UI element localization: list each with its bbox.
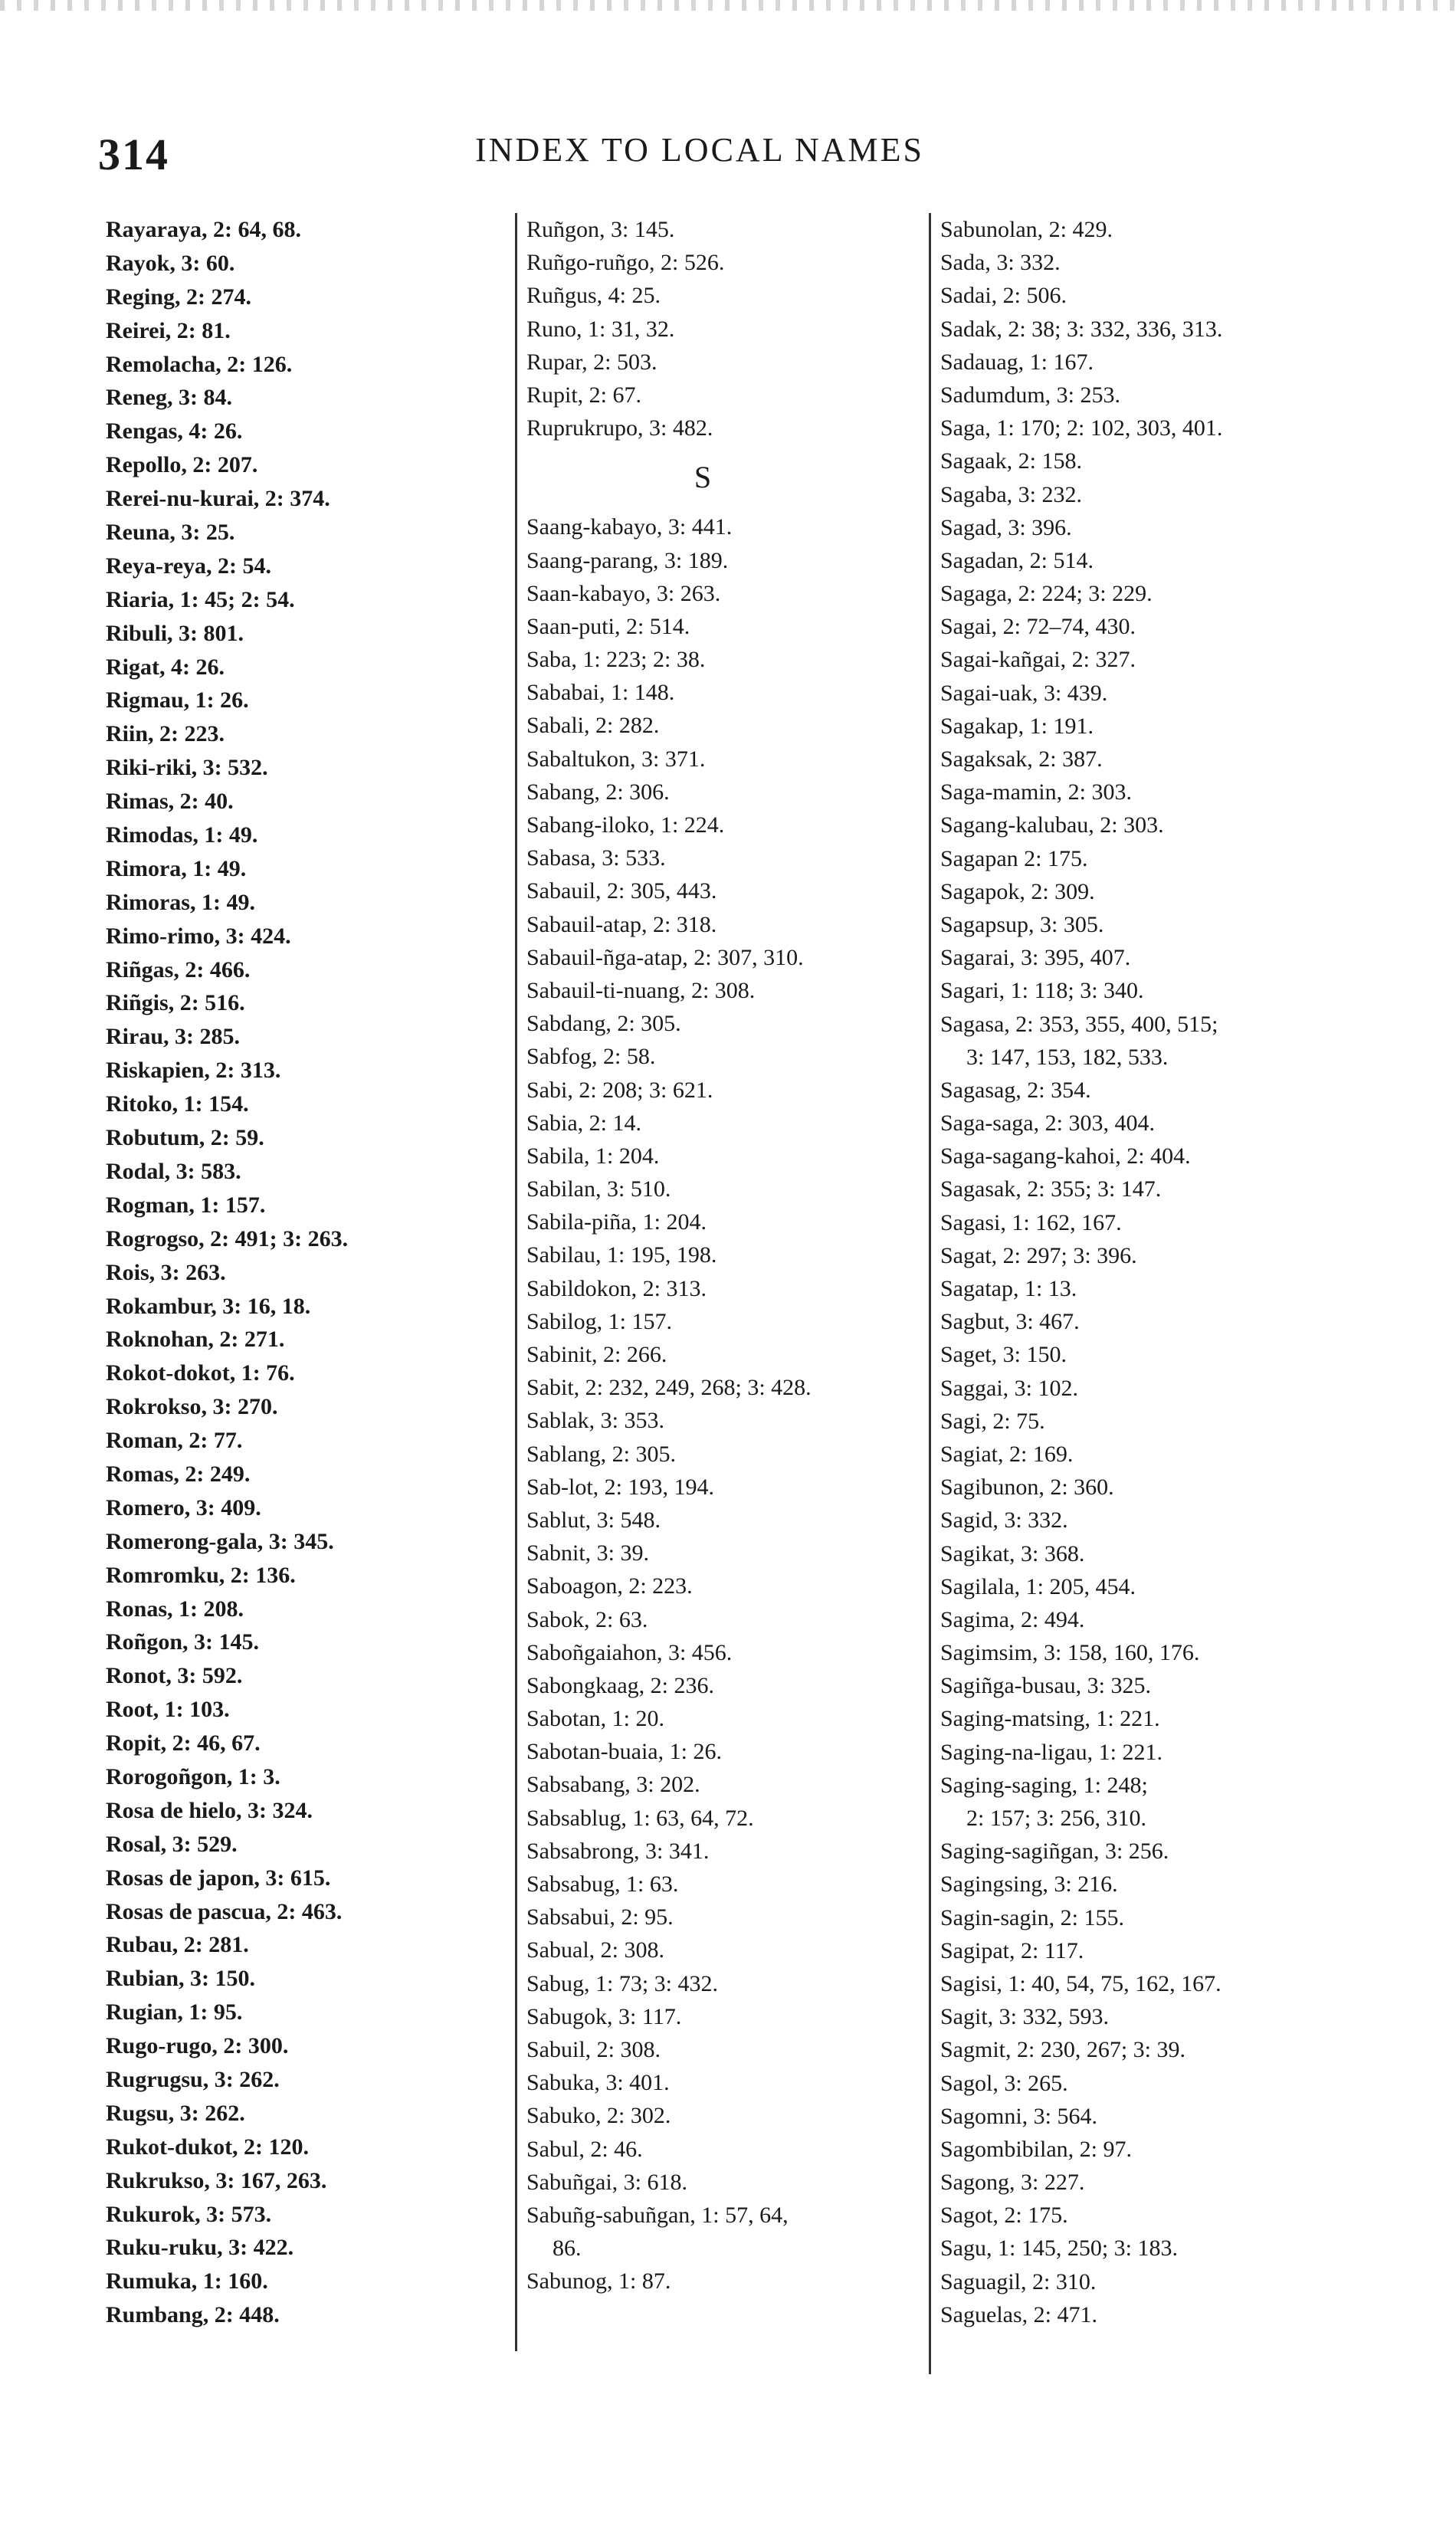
index-entry: Ruñgon, 3: 145.	[526, 217, 675, 242]
index-entry: Rimas, 2: 40.	[106, 789, 234, 815]
index-entry: Rosa de hielo, 3: 324.	[106, 1797, 313, 1823]
section-letter: S	[694, 460, 712, 495]
index-entry: Sagiat, 2: 169.	[940, 1441, 1074, 1467]
index-entry: Sagapok, 2: 309.	[940, 878, 1095, 904]
index-entry: Saga-sagang-kahoi, 2: 404.	[940, 1143, 1191, 1169]
index-entry: Sagang-kalubau, 2: 303.	[940, 812, 1164, 838]
index-entry: Rimora, 1: 49.	[106, 855, 247, 881]
index-entry: Saguelas, 2: 471.	[940, 2301, 1097, 2327]
index-entry: Sabilan, 3: 510.	[526, 1176, 671, 1202]
index-entry: Rupar, 2: 503.	[526, 349, 657, 375]
index-entry: Romerong-gala, 3: 345.	[106, 1528, 334, 1554]
index-entry: Sabnit, 3: 39.	[526, 1540, 650, 1566]
index-entry: Rimo-rimo, 3: 424.	[106, 923, 291, 949]
index-entry: Sabauil-atap, 2: 318.	[526, 911, 717, 937]
index-entry: Sabauil-ti-nuang, 2: 308.	[526, 977, 756, 1003]
index-column-3	[929, 213, 1369, 2374]
index-entry: Sada, 3: 332.	[940, 250, 1061, 276]
index-entry: Rupit, 2: 67.	[526, 382, 642, 408]
index-entry: Sadak, 2: 38; 3: 332, 336, 313.	[940, 316, 1223, 342]
index-entry: Romas, 2: 249.	[106, 1461, 251, 1487]
index-entry: Saging-sagiñgan, 3: 256.	[940, 1839, 1169, 1865]
page-title: INDEX TO LOCAL NAMES	[475, 131, 924, 169]
index-entry: Sagaba, 3: 232.	[940, 481, 1082, 507]
index-entry: Riñgis, 2: 516.	[106, 990, 245, 1016]
index-entry: Sablut, 3: 548.	[526, 1507, 661, 1533]
index-entry: Saga, 1: 170; 2: 102, 303, 401.	[940, 415, 1223, 441]
index-entry: Rukot-dukot, 2: 120.	[106, 2134, 310, 2160]
index-entry: Rosas de pascua, 2: 463.	[106, 1898, 343, 1924]
index-entry: Saging-na-ligau, 1: 221.	[940, 1739, 1163, 1765]
index-entry: Sabugok, 3: 117.	[526, 2003, 682, 2029]
index-entry: Sabongkaag, 2: 236.	[526, 1672, 714, 1698]
index-entry: 3: 147, 153, 182, 533.	[966, 1044, 1169, 1070]
index-entry: Sagai-kañgai, 2: 327.	[940, 647, 1136, 673]
index-entry: Sagilala, 1: 205, 454.	[940, 1573, 1136, 1599]
index-entry: Sagol, 3: 265.	[940, 2070, 1068, 2096]
index-entry: Sabilog, 1: 157.	[526, 1308, 673, 1334]
index-entry: Sagingsing, 3: 216.	[940, 1871, 1118, 1898]
index-entry: Sagot, 2: 175.	[940, 2203, 1068, 2229]
index-entry: Sagai, 2: 72–74, 430.	[940, 614, 1136, 640]
index-entry: Reging, 2: 274.	[106, 284, 251, 310]
index-entry: Sagarai, 3: 395, 407.	[940, 945, 1131, 971]
index-entry: Sablak, 3: 353.	[526, 1408, 664, 1434]
index-entry: Sagombibilan, 2: 97.	[940, 2136, 1132, 2162]
index-entry: Sagin-sagin, 2: 155.	[940, 1904, 1124, 1930]
index-entry: Reirei, 2: 81.	[106, 317, 231, 343]
index-entry: Sadai, 2: 506.	[940, 283, 1067, 309]
index-entry: Sagmit, 2: 230, 267; 3: 39.	[940, 2037, 1186, 2063]
index-entry: Rogman, 1: 157.	[106, 1192, 266, 1218]
index-entry: Rumbang, 2: 448.	[106, 2302, 280, 2328]
index-entry: Sagisi, 1: 40, 54, 75, 162, 167.	[940, 1970, 1222, 1996]
index-entry: Sagapan 2: 175.	[940, 845, 1088, 871]
index-entry: Rogrogso, 2: 491; 3: 263.	[106, 1225, 349, 1251]
index-entry: Sabilau, 1: 195, 198.	[526, 1242, 717, 1268]
index-entry: Sagiñga-busau, 3: 325.	[940, 1673, 1151, 1699]
index-entry: Sabasa, 3: 533.	[526, 845, 666, 871]
index-entry: Sabunog, 1: 87.	[526, 2268, 671, 2294]
index-entry: Saba, 1: 223; 2: 38.	[526, 647, 706, 673]
index-entry: Sagu, 1: 145, 250; 3: 183.	[940, 2235, 1179, 2262]
index-entry: Runo, 1: 31, 32.	[526, 316, 675, 342]
index-entry: Rerei-nu-kurai, 2: 374.	[106, 486, 330, 512]
index-entry: Sab-lot, 2: 193, 194.	[526, 1474, 714, 1500]
index-entry: Sabang-iloko, 1: 224.	[526, 812, 725, 838]
index-entry: Repollo, 2: 207.	[106, 452, 258, 478]
index-entry: Rirau, 3: 285.	[106, 1024, 240, 1050]
index-entry: Ruñgus, 4: 25.	[526, 283, 661, 309]
index-entry: Ruku-ruku, 3: 422.	[106, 2235, 294, 2261]
index-entry: Rimoras, 1: 49.	[106, 889, 255, 915]
index-entry: Sagipat, 2: 117.	[940, 1937, 1084, 1963]
index-entry: Rokambur, 3: 16, 18.	[106, 1293, 311, 1319]
index-entry: Saga-mamin, 2: 303.	[940, 779, 1132, 805]
index-entry: Sagasi, 1: 162, 167.	[940, 1209, 1122, 1235]
index-entry: Sagai-uak, 3: 439.	[940, 680, 1108, 706]
index-entry: Rimodas, 1: 49.	[106, 822, 258, 848]
index-entry: Saget, 3: 150.	[940, 1342, 1067, 1368]
index-entry: Saang-kabayo, 3: 441.	[526, 514, 733, 540]
index-entry: Sagit, 3: 332, 593.	[940, 2004, 1110, 2030]
index-entry: Riaria, 1: 45; 2: 54.	[106, 586, 295, 612]
index-entry: Rugo-rugo, 2: 300.	[106, 2033, 289, 2059]
index-entry: Sagi, 2: 75.	[940, 1408, 1045, 1434]
index-entry: Sabinit, 2: 266.	[526, 1342, 667, 1367]
index-entry: Sabila, 1: 204.	[526, 1143, 660, 1169]
index-entry: Rengas, 4: 26.	[106, 418, 243, 444]
index-entry: Reuna, 3: 25.	[106, 520, 235, 546]
index-entry: Sabual, 2: 308.	[526, 1937, 664, 1963]
index-entry: Sabdang, 2: 305.	[526, 1011, 681, 1037]
index-entry: Sabotan-buaia, 1: 26.	[526, 1739, 722, 1765]
index-entry: Sagima, 2: 494.	[940, 1606, 1085, 1632]
index-entry: Rubau, 2: 281.	[106, 1932, 249, 1958]
index-entry: Sabsabang, 3: 202.	[526, 1772, 700, 1798]
index-entry: Sabug, 1: 73; 3: 432.	[526, 1970, 719, 1996]
index-entry: Saboñgaiahon, 3: 456.	[526, 1639, 733, 1665]
index-entry: Ruprukrupo, 3: 482.	[526, 415, 713, 441]
index-entry: Sagimsim, 3: 158, 160, 176.	[940, 1640, 1200, 1666]
index-entry: Sagid, 3: 332.	[940, 1507, 1068, 1533]
index-entry: Sabi, 2: 208; 3: 621.	[526, 1077, 713, 1103]
index-entry: Robutum, 2: 59.	[106, 1125, 264, 1151]
index-entry: Sabsabrong, 3: 341.	[526, 1838, 710, 1864]
index-entry: Riñgas, 2: 466.	[106, 956, 251, 982]
index-entry: Sabuko, 2: 302.	[526, 2103, 671, 2129]
index-entry: Sabila-piña, 1: 204.	[526, 1209, 707, 1235]
index-entry: Sabuil, 2: 308.	[526, 2036, 661, 2062]
index-entry: Sagbut, 3: 467.	[940, 1309, 1080, 1335]
index-entry: Sagatap, 1: 13.	[940, 1276, 1077, 1301]
index-entry: Ropit, 2: 46, 67.	[106, 1730, 261, 1757]
index-entry: Sagasa, 2: 353, 355, 400, 515;	[940, 1011, 1218, 1037]
index-entry: Sabsabug, 1: 63.	[526, 1871, 679, 1897]
index-entry: Root, 1: 103.	[106, 1697, 230, 1723]
index-entry: Sabuñg-sabuñgan, 1: 57, 64,	[526, 2202, 789, 2228]
index-entry: Sagomni, 3: 564.	[940, 2103, 1098, 2129]
index-entry: Rigat, 4: 26.	[106, 654, 225, 680]
index-entry: Saggai, 3: 102.	[940, 1375, 1078, 1401]
index-entry: Ritoko, 1: 154.	[106, 1091, 249, 1117]
index-entry: Sadauag, 1: 167.	[940, 349, 1094, 375]
index-entry: Rayok, 3: 60.	[106, 250, 235, 276]
index-entry: Sablang, 2: 305.	[526, 1441, 676, 1467]
index-entry: Sagibunon, 2: 360.	[940, 1474, 1114, 1501]
index-entry: Riin, 2: 223.	[106, 721, 225, 747]
index-entry: 86.	[553, 2235, 582, 2262]
index-entry: Sabuka, 3: 401.	[526, 2070, 670, 2096]
index-entry: Sabul, 2: 46.	[526, 2136, 643, 2162]
index-entry: Sabsablug, 1: 63, 64, 72.	[526, 1805, 754, 1831]
index-entry: Sabsabui, 2: 95.	[526, 1904, 674, 1930]
index-entry: Remolacha, 2: 126.	[106, 351, 293, 377]
index-entry: Sabaltukon, 3: 371.	[526, 746, 706, 772]
index-entry: Sagad, 3: 396.	[940, 514, 1072, 540]
index-entry: Saging-saging, 1: 248;	[940, 1772, 1148, 1798]
index-entry: Ronas, 1: 208.	[106, 1596, 244, 1622]
index-entry: Rokot-dokot, 1: 76.	[106, 1360, 295, 1386]
index-entry: Rumuka, 1: 160.	[106, 2268, 268, 2294]
index-column-2	[515, 213, 925, 2351]
scan-top-edge-noise	[0, 0, 1456, 11]
index-entry: Saan-kabayo, 3: 263.	[526, 580, 721, 606]
index-entry: Sagapsup, 3: 305.	[940, 911, 1104, 937]
index-entry: Ribuli, 3: 801.	[106, 620, 244, 646]
index-entry: Ruñgo-ruñgo, 2: 526.	[526, 250, 725, 276]
index-entry: Sagikat, 3: 368.	[940, 1540, 1085, 1566]
index-entry: Rukurok, 3: 573.	[106, 2201, 272, 2227]
page-number: 314	[98, 130, 169, 179]
index-entry: Sagasak, 2: 355; 3: 147.	[940, 1176, 1162, 1202]
index-entry: Roman, 2: 77.	[106, 1428, 243, 1454]
index-entry: Sabok, 2: 63.	[526, 1606, 648, 1632]
index-entry: Sabit, 2: 232, 249, 268; 3: 428.	[526, 1375, 812, 1401]
index-entry: Ronot, 3: 592.	[106, 1663, 243, 1689]
index-entry: Saging-matsing, 1: 221.	[940, 1706, 1160, 1732]
index-entry: Rosas de japon, 3: 615.	[106, 1865, 331, 1891]
index-entry: Sabali, 2: 282.	[526, 713, 660, 739]
index-entry: Sagat, 2: 297; 3: 396.	[940, 1242, 1137, 1268]
index-entry: Saga-saga, 2: 303, 404.	[940, 1110, 1155, 1137]
index-entry: Sagong, 3: 227.	[940, 2170, 1085, 2196]
index-entry: Rodal, 3: 583.	[106, 1158, 241, 1184]
index-entry: Sagadan, 2: 514.	[940, 547, 1094, 573]
index-entry: Rubian, 3: 150.	[106, 1966, 256, 1992]
index-entry: Rois, 3: 263.	[106, 1259, 226, 1285]
index-entry: Romromku, 2: 136.	[106, 1562, 296, 1588]
index-entry: Saboagon, 2: 223.	[526, 1573, 693, 1599]
index-entry: Saan-puti, 2: 514.	[526, 613, 690, 639]
index-entry: Sagaak, 2: 158.	[940, 448, 1082, 474]
index-entry: Saang-parang, 3: 189.	[526, 547, 729, 573]
index-entry: Rokrokso, 3: 270.	[106, 1394, 278, 1420]
index-entry: Sabfog, 2: 58.	[526, 1044, 656, 1070]
index-entry: 2: 157; 3: 256, 310.	[966, 1806, 1147, 1831]
index-entry: Reya-reya, 2: 54.	[106, 553, 272, 579]
index-entry: Rugsu, 3: 262.	[106, 2100, 245, 2126]
index-entry: Sabauil-ñga-atap, 2: 307, 310.	[526, 944, 804, 970]
index-entry: Reneg, 3: 84.	[106, 385, 232, 411]
index-entry: Sababai, 1: 148.	[526, 680, 675, 706]
index-column-1	[106, 213, 520, 2332]
index-entry: Sabauil, 2: 305, 443.	[526, 878, 717, 904]
index-entry: Rigmau, 1: 26.	[106, 687, 249, 713]
index-entry: Rosal, 3: 529.	[106, 1831, 238, 1857]
index-entry: Sabunolan, 2: 429.	[940, 217, 1113, 242]
index-entry: Riki-riki, 3: 532.	[106, 755, 268, 781]
index-entry: Sagasag, 2: 354.	[940, 1077, 1091, 1103]
index-entry: Roknohan, 2: 271.	[106, 1327, 285, 1353]
index-entry: Sabuñgai, 3: 618.	[526, 2169, 687, 2195]
index-entry: Sadumdum, 3: 253.	[940, 382, 1121, 408]
index-entry: Sabotan, 1: 20.	[526, 1706, 664, 1732]
index-entry: Sagaksak, 2: 387.	[940, 746, 1103, 772]
index-entry: Saguagil, 2: 310.	[940, 2268, 1097, 2294]
index-entry: Rugrugsu, 3: 262.	[106, 2066, 280, 2092]
index-entry: Rugian, 1: 95.	[106, 1999, 243, 2025]
index-entry: Sabang, 2: 306.	[526, 779, 670, 805]
index-entry: Riskapien, 2: 313.	[106, 1058, 281, 1084]
index-entry: Sagaga, 2: 224; 3: 229.	[940, 581, 1153, 607]
index-entry: Sabia, 2: 14.	[526, 1110, 641, 1136]
index-entry: Rukrukso, 3: 167, 263.	[106, 2167, 327, 2193]
index-entry: Sabildokon, 2: 313.	[526, 1275, 707, 1301]
index-entry: Roñgon, 3: 145.	[106, 1629, 260, 1655]
index-entry: Rayaraya, 2: 64, 68.	[106, 217, 301, 242]
index-entry: Romero, 3: 409.	[106, 1494, 261, 1520]
index-entry: Sagari, 1: 118; 3: 340.	[940, 978, 1144, 1004]
index-entry: Sagakap, 1: 191.	[940, 713, 1094, 739]
index-entry: Rorogoñgon, 1: 3.	[106, 1763, 280, 1789]
